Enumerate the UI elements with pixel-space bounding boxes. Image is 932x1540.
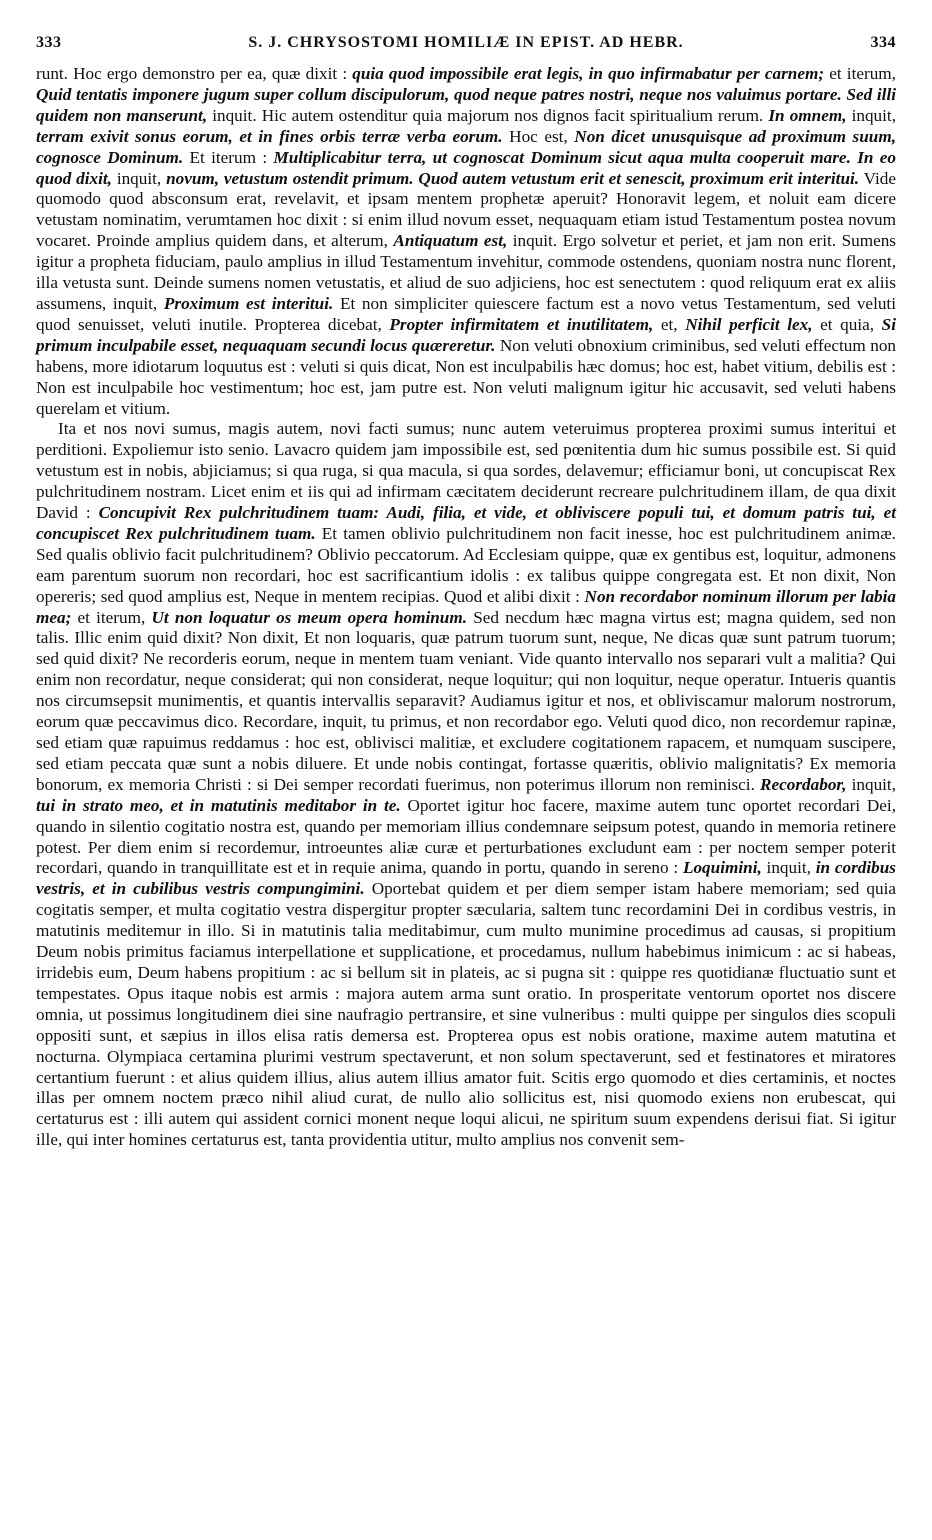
italic-quotation: Nihil perficit lex, [685,314,813,334]
italic-quotation: Proximum est interitui. [163,293,334,313]
italic-quotation: Ut non loquatur os meum opera hominum. [151,607,468,627]
text-run: inquit, [111,168,167,188]
italic-quotation: in cordibus vestris, et in cubilibus vestris compungimini. [36,858,896,899]
paragraph [36,64,896,419]
italic-quotation: Non dicet unusquisque ad proximum suum, cognosce Dominum. [36,126,896,167]
text-run: inquit, [761,858,816,878]
text-run: Vide quomodo quod absconsum erat, revelavit, et ipsam mentem prophetæ aperuit? Honoravit legem, et noluit eam dicere vetustam nominatim, verumtamen hoc dixit : si enim illud novum esset, nequaquam etiam istud Testamentum postea novum vocaret. Proinde amplius quidem dans, et alterum, [36,168,896,251]
text-run: et quia, [812,314,882,334]
text-run: Non veluti obnoxium criminibus, sed veluti effectum non habens, more idiotarum loquutus est : veluti si quis dicat, Non est inculpabilis hæc domus; hoc est, habet vitium, debilis est : Non est inculpabile hoc vestimentum; hoc est, jam putre est. Non veluti malignum igitur hic accusavit, sed veluti habens querelam et vitium. [36,335,897,418]
running-head [36,34,896,60]
text-run: inquit. Ergo solvetur et periet, et jam non erit. Sumens igitur a propheta fiduciam, paulo amplius in illud Testamentum invehitur, commode ostendens, quoniam nostra nunc florent, illa vetusta sunt. Deinde sumens nomen vetustatis, et aliud de suo adjiciens, hoc est senectutem : quod reliquum erat ex aliis assumens, inquit, [36,231,896,313]
body-text [36,64,896,1151]
italic-quotation: In omnem, [768,105,847,125]
text-run: Sed necdum hæc magna virtus est; magna quidem, sed non talis. Illic enim quid dixit? Non dixit, Et non loquaris, quæ patrum tuorum sunt, neque, Ne dicas quæ sunt patrum tuorum; sed quid dixit? Ne recorderis eorum, neque in mentem tuam veniant. Vide quanto intervallo nos separari vult a malitia? Qui enim non recordatur, neque considerat; qui non considerat, neque loquitur; qui non loquitur, neque operatur. Intueris quantis nos circumsepsit munimentis, et quantis intervallis separavit? Audiamus igitur et nos, et obliviscamur malorum nostrorum, eorum quæ peccavimus dico. Recordare, inquit, tu primus, et non recordabor ego. Veluti quod dico, non recordemur rapinæ, sed etiam quæ rapuimus reddamus : hoc est, oblivisci malitiæ, et excludere cogitationem rapacem, et numquam suscipere, sed etiam peccata quæ sunt a nobis diluere. Et unde nobis contingat, fortasse quæritis, oblivio malignitatis? Ex memoria bonorum, ex memoria Christi : si Dei semper recordati fuerimus, non poterimus illorum non reminisci. [36,607,896,794]
text-run: et iterum, [824,64,896,83]
text-run: et, [653,314,686,334]
running-title: S. J. CHRYSOSTOMI HOMILIÆ IN EPIST. AD HEBR. [248,34,684,51]
column-number-left: 333 [36,34,62,51]
text-run: Hoc est, [502,126,575,146]
text-run: et iterum, [71,607,152,627]
italic-quotation: Multiplicabitur terra, ut cognoscat Dominum sicut aqua multa cooperuit mare. In eo quod dixit, [36,147,896,188]
italic-quotation: Quid tentatis imponere jugum super collum discipulorum, quod neque patres nostri, neque nos valuimus portare. Sed illi quidem non manserunt, [36,84,896,125]
text-run: Et tamen oblivio pulchritudinem non facit inesse, hoc est pulchritudinem animæ. Sed qualis oblivio facit pulchritudinem? Oblivio peccatorum. Ad Ecclesiam quippe, quæ ex gentibus est, loquitur, admonens eam parentum suorum non recordari, hoc est sacrificantium idolis : ex talibus quippe congregata est. Et non dixit, Non opereris; sed quod amplius est, Neque in mentem recipias. Quod et alibi dixit : [36,523,896,606]
italic-quotation: Propter infirmitatem et inutilitatem, [389,314,654,334]
italic-quotation: Antiquatum est, [393,231,508,251]
text-run: runt. Hoc ergo demonstro per ea, quæ dixit : [36,64,353,83]
italic-quotation: Recordabor, [760,774,847,794]
text-run: inquit, [846,105,897,125]
italic-quotation: novum, vetustum ostendit primum. Quod autem vetustum erit et senescit, proximum erit interitui. [166,168,860,188]
column-number-right: 334 [870,34,896,51]
text-run: Oportet igitur hoc facere, maxime autem tunc oportet recordari Dei, quando in silentio cogitatio nostra est, quando per memoriam illius condemnare seipsum potest, quando in memoria retinere potest. Per diem enim si recordemur, introeuntes aliæ curæ et perturbationes excludunt eam : per noctem semper poterit recordari, quando in tranquillitate est et in requie anima, quando in portu, quando in sereno : [36,795,896,878]
text-run: inquit. Hic autem ostenditur quia majorum nos dignos facit spiritualium rerum. [207,105,769,125]
italic-quotation: Si primum inculpabile esset, nequaquam secundi locus quæreretur. [36,314,896,355]
text-run: Et non simpliciter quiescere factum est a novo vetus Testamentum, sed veluti quod senuisset, veluti inutile. Propterea dicebat, [36,293,896,334]
text-run: Et iterum : [183,147,274,167]
italic-quotation: Non recordabor nominum illorum per labia mea; [36,586,896,627]
paragraph [36,419,896,1151]
italic-quotation: Concupivit Rex pulchritudinem tuam: Audi, filia, et vide, et obliviscere populi tui, et domum patris tui, et concupiscet Rex pulchritudinem tuam. [36,503,897,543]
italic-quotation: terram exivit sonus eorum, et in fines orbis terræ verba eorum. [36,126,503,146]
italic-quotation: Loquimini, [682,858,762,878]
text-run: inquit, [846,774,897,794]
text-run: Ita et nos novi sumus, magis autem, novi facti sumus; nunc autem veteruimus propterea proximi sumus interitui et perditioni. Expoliemur isto senio. Lavacro quidem jam impossibile est, sed pœnitentia dum hic sumus possibile est. Si quid vetustum est in nobis, abjiciamus; si qua ruga, si qua macula, si qua sordes, delavemur; efficiamur boni, ut concupiscat Rex pulchritudinem nostram. Licet enim et iis qui ad infirmam cæcitatem deciderunt recreare pulchritudinem illam, de qua dixit David : [36,419,896,523]
italic-quotation: quia quod impossibile erat legis, in quo infirmabatur per carnem; [352,64,825,83]
italic-quotation: tui in strato meo, et in matutinis meditabor in te. [36,795,401,815]
text-run: Oportebat quidem et per diem semper istam habere memoriam; sed quia cogitatis semper, et multa cogitatio vestra dispergitur propter sæcularia, saltem tunc recordamini Dei in cordibus vestris, in matutinis meditemur in illo. Si in matutinis talia meditabimur, cum multo munimine procedimus ad causas, si propitium Deum nobis primitus faciamus interpellatione et supplicatione, et procedamus, nullum habebimus inimicum : ac si habeas, irridebis eum, Deum habens propitium : ac si bellum sit in plateis, ac si pugna sit : quippe res quotidianæ fluctuatio sunt et tempestates. Opus itaque nobis est armis : majora autem arma sunt oratio. In prosperitate ventorum oportet nos discere omnia, ut possimus longitudinem diei sine naufragio pertransire, et sine vulneribus : multi quippe per singulos dies scopuli oppositi sunt, et sæpius in illos elisa ratis demersa est. Propterea opus est nobis oratione, maxime autem matutina et nocturna. Olympiaca certamina plurimi vestrum spectaverunt, et non solum spectaverunt, sed et festinatores et miratores certantium fuerunt : et alius quidem illius, alius autem illius amator fuit. Scitis ergo quomodo et dies certaminis, et noctes illas per omnem noctem præco nihil aliud curat, de nullo alio sollicitus est, nisi quomodo exiens non erubescat, qui certaturus est : illi autem qui assident cornici monent neque loqui alicui, ne spiritum suum expendens derisui fiat. Si igitur ille, qui inter homines certaturus est, tanta providentia utitur, multo amplius nos convenit sem- [36,879,896,1150]
